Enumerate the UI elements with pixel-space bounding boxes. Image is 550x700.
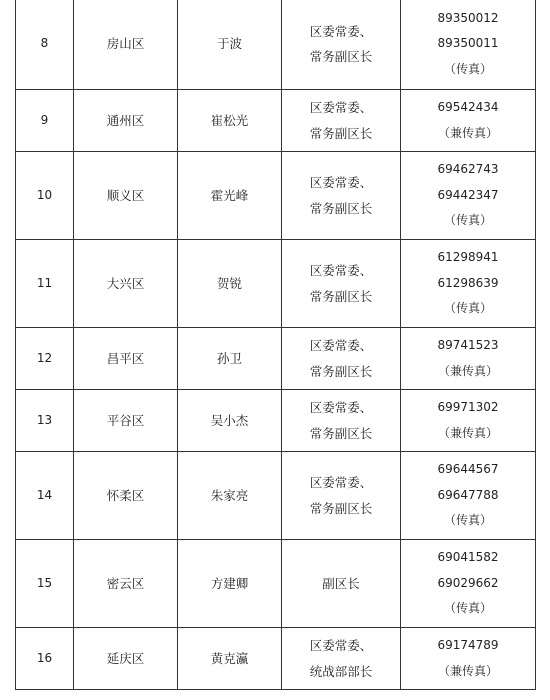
position-line: 区委常委、 (309, 400, 373, 415)
position-cell (282, 628, 401, 690)
phone-cell (401, 452, 536, 540)
position-line: 常务副区长 (309, 363, 373, 379)
table-row (16, 452, 536, 540)
table-row (16, 540, 536, 628)
district-cell: 通州区 (74, 90, 178, 152)
phone-line: 69041582 (437, 550, 499, 565)
name-cell: 朱家亮 (178, 452, 282, 540)
table-body (16, 0, 536, 690)
position-line: 区委常委、 (309, 175, 373, 190)
phone-line: 69029662 (437, 575, 499, 590)
table-row (16, 328, 536, 390)
phone-line: 69542434 (437, 100, 499, 114)
district-cell: 延庆区 (74, 628, 178, 690)
phone-line: 89350011 (437, 36, 499, 51)
name-cell: 霍光峰 (178, 152, 282, 240)
phone-line: （传真） (443, 213, 492, 228)
position-line: 常务副区长 (309, 288, 373, 304)
name-cell: 崔松光 (178, 90, 282, 152)
phone-line: 89741523 (437, 338, 499, 352)
row-number: 12 (16, 328, 74, 390)
row-number: 11 (16, 240, 74, 328)
phone-line: 69442347 (437, 187, 499, 202)
name-cell: 于波 (178, 0, 282, 90)
row-number: 15 (16, 540, 74, 628)
position-line: 区委常委、 (309, 100, 373, 115)
district-cell: 密云区 (74, 540, 178, 628)
position-line: 副区长 (322, 575, 360, 591)
name-cell: 贺锐 (178, 240, 282, 328)
district-cell: 怀柔区 (74, 452, 178, 540)
phone-line: （兼传真） (437, 125, 498, 140)
position-line: 统战部部长 (309, 663, 373, 679)
position-cell (282, 328, 401, 390)
phone-cell (401, 328, 536, 390)
table-row (16, 90, 536, 152)
phone-cell (401, 152, 536, 240)
phone-line: 61298941 (437, 250, 499, 265)
district-cell: 顺义区 (74, 152, 178, 240)
phone-line: （传真） (443, 61, 492, 76)
district-cell: 平谷区 (74, 390, 178, 452)
table-row (16, 0, 536, 90)
position-line: 区委常委、 (309, 338, 373, 353)
district-cell: 昌平区 (74, 328, 178, 390)
row-number: 16 (16, 628, 74, 690)
position-line: 区委常委、 (309, 475, 373, 490)
name-cell: 黄克瀛 (178, 628, 282, 690)
phone-line: 89350012 (437, 10, 499, 25)
table-row (16, 628, 536, 690)
position-cell (282, 452, 401, 540)
table-row (16, 152, 536, 240)
row-number: 13 (16, 390, 74, 452)
phone-line: 69647788 (437, 487, 499, 502)
table-row (16, 390, 536, 452)
phone-line: （传真） (443, 513, 492, 528)
position-line: 常务副区长 (309, 425, 373, 441)
position-line: 常务副区长 (309, 49, 373, 64)
phone-cell (401, 0, 536, 90)
phone-line: 69971302 (437, 400, 499, 414)
position-line: 常务副区长 (309, 125, 373, 141)
phone-cell (401, 90, 536, 152)
phone-cell (401, 240, 536, 328)
phone-cell (401, 628, 536, 690)
name-cell: 孙卫 (178, 328, 282, 390)
position-line: 常务副区长 (309, 500, 373, 516)
district-cell: 房山区 (74, 0, 178, 90)
position-line: 常务副区长 (309, 200, 373, 216)
district-cell: 大兴区 (74, 240, 178, 328)
row-number: 10 (16, 152, 74, 240)
position-line: 区委常委、 (309, 23, 373, 39)
phone-line: （传真） (443, 601, 492, 616)
name-cell: 方建卿 (178, 540, 282, 628)
phone-cell (401, 390, 536, 452)
row-number: 14 (16, 452, 74, 540)
phone-line: 69644567 (437, 462, 499, 477)
phone-line: （兼传真） (437, 663, 498, 678)
phone-line: （传真） (443, 301, 492, 316)
position-cell (282, 0, 401, 90)
phone-line: 69462743 (437, 162, 499, 177)
position-cell (282, 152, 401, 240)
position-cell (282, 540, 401, 628)
phone-line: （兼传真） (437, 363, 498, 378)
position-cell (282, 90, 401, 152)
position-cell (282, 390, 401, 452)
phone-line: 61298639 (437, 275, 499, 290)
position-line: 区委常委、 (309, 638, 373, 653)
table-row (16, 240, 536, 328)
row-number: 8 (16, 0, 74, 90)
position-cell (282, 240, 401, 328)
row-number: 9 (16, 90, 74, 152)
position-line: 区委常委、 (309, 263, 373, 278)
name-cell: 吴小杰 (178, 390, 282, 452)
phone-cell (401, 540, 536, 628)
phone-line: 69174789 (437, 638, 499, 652)
contacts-table (15, 0, 536, 690)
phone-line: （兼传真） (437, 425, 498, 440)
